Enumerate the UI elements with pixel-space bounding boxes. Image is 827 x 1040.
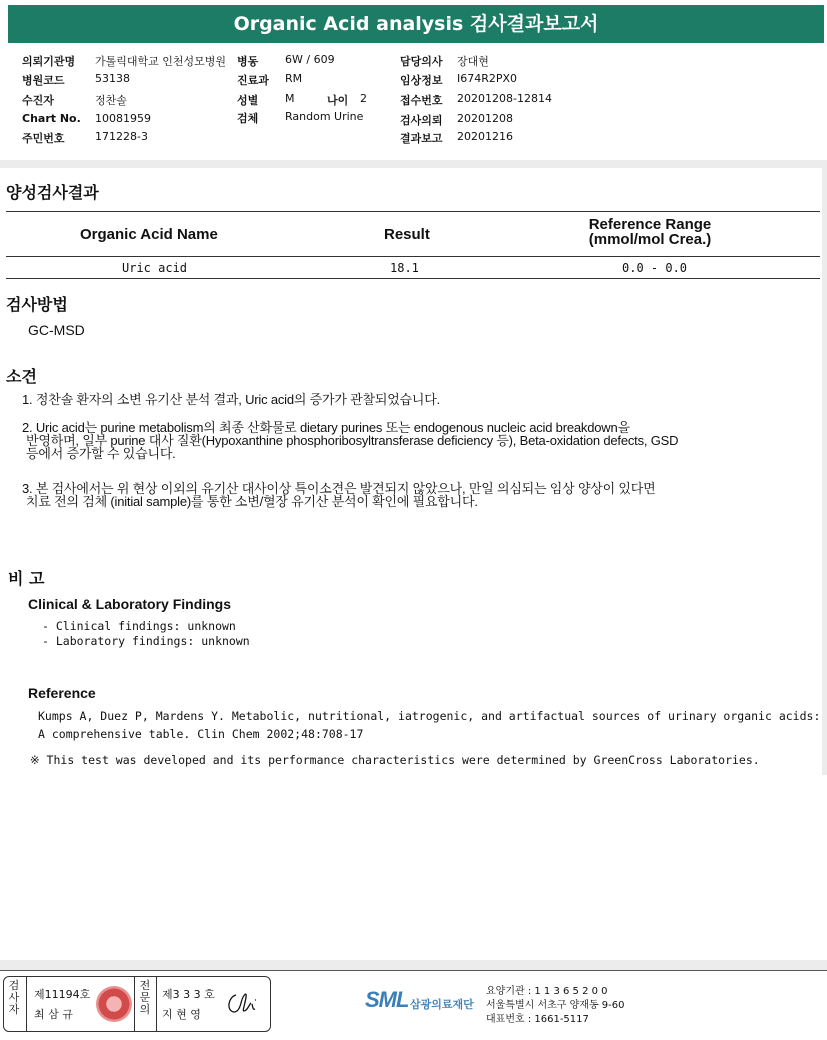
value-department: RM — [285, 72, 303, 85]
org-phone: 대표번호 : 1661-5117 — [486, 1014, 589, 1025]
label-ward: 병동 — [237, 55, 259, 68]
value-receipt-no: 20201208-12814 — [457, 92, 552, 105]
method-title: 검사방법 — [6, 295, 68, 314]
inspector-label — [6, 980, 22, 1016]
label-requesting-org: 의뢰기관명 — [22, 55, 76, 68]
inspector-seal-stamp — [96, 986, 132, 1022]
row-result: 18.1 — [390, 261, 419, 275]
value-report-date: 20201216 — [457, 130, 513, 143]
specialist-label-char: 의 — [139, 1003, 151, 1016]
value-doctor: 장대현 — [457, 55, 489, 68]
col-header-range-line1: Reference Range — [588, 216, 712, 233]
inspector-name: 최 삼 규 — [34, 1008, 73, 1021]
org-address: 서울특별시 서초구 양재동 9-60 — [486, 1000, 625, 1011]
finding-3 — [22, 482, 822, 508]
row-name: Uric acid — [122, 261, 188, 275]
table-header-border — [6, 256, 820, 257]
value-request-date: 20201208 — [457, 112, 513, 125]
reference-line-2: A comprehensive table. Clin Chem 2002;48:708-17 — [38, 727, 364, 741]
finding-2-line2: 반영하며, 일부 purine 대사 질환(Hypoxanthine phosphoribosyltransferase deficiency 등), Beta-oxidation defects, GSD — [26, 433, 679, 448]
value-chart-no: 10081959 — [95, 112, 151, 125]
label-clinical-info: 임상정보 — [400, 74, 443, 87]
table-top-border — [6, 211, 820, 212]
finding-2-line1: 2. Uric acid는 purine metabolism의 최종 산화물로 dietary purines 또는 endogenous nucleic acid breakdown을 — [22, 420, 630, 435]
label-report-date: 결과보고 — [400, 132, 443, 145]
right-margin-strip — [822, 168, 827, 775]
finding-3-line1: 3. 본 검사에서는 위 현상 이외의 유기산 대사이상 특이소견은 발견되지 않았으나, 만일 의심되는 임상 양상이 있다면 — [22, 481, 656, 496]
laboratory-finding-item: - Laboratory findings: unknown — [42, 634, 250, 648]
report-title: Organic Acid analysis 검사결과보고서 — [233, 13, 599, 35]
sml-logo-text: SML — [365, 987, 409, 1012]
label-doctor: 담당의사 — [400, 55, 443, 68]
specialist-label-char: 문 — [139, 991, 151, 1004]
col-header-range-line2: (mmol/mol Crea.) — [588, 231, 712, 248]
clinical-finding-item: - Clinical findings: unknown — [42, 619, 236, 633]
divider-strip — [0, 160, 827, 168]
sig-divider — [134, 977, 135, 1031]
specialist-license-no: 제3 3 3 호 — [162, 988, 215, 1001]
value-resident-no: 171228-3 — [95, 130, 148, 143]
col-header-name: Organic Acid Name — [80, 226, 218, 243]
footer-divider — [0, 970, 827, 971]
sig-divider — [26, 977, 27, 1031]
label-resident-no: 주민번호 — [22, 132, 65, 145]
inspector-label-char: 사 — [8, 991, 20, 1004]
inspector-label-char: 자 — [8, 1003, 20, 1016]
value-hospital-code: 53138 — [95, 72, 130, 85]
table-bottom-border — [6, 278, 820, 279]
finding-3-line2: 치료 전의 검체 (initial sample)를 통한 소변/혈장 유기산 분석이 확인에 필요합니다. — [26, 494, 478, 509]
value-ward: 6W / 609 — [285, 53, 335, 66]
label-request-date: 검사의뢰 — [400, 114, 443, 127]
inspector-license-no: 제11194호 — [34, 988, 91, 1001]
value-specimen: Random Urine — [285, 110, 364, 123]
performance-note: ※ This test was developed and its performance characteristics were determined by GreenCross Laboratories. — [30, 753, 760, 767]
report-header — [0, 0, 827, 47]
specialist-label — [137, 980, 153, 1016]
handwritten-signature — [222, 987, 264, 1019]
value-patient: 정찬솔 — [95, 94, 127, 107]
col-header-range — [560, 217, 740, 247]
finding-2 — [22, 421, 822, 460]
remarks-title: 비 고 — [8, 569, 45, 588]
org-name: 삼광의료재단 — [410, 998, 474, 1011]
reference-title: Reference — [28, 685, 96, 701]
org-contact — [486, 985, 625, 1027]
specialist-name: 지 현 영 — [162, 1008, 201, 1021]
finding-1: 1. 정찬솔 환자의 소변 유기산 분석 결과, Uric acid의 증가가 관찰되었습니다. — [22, 392, 441, 407]
value-sex: M — [285, 92, 295, 105]
label-hospital-code: 병원코드 — [22, 74, 65, 87]
org-code: 요양기관 : 1 1 3 6 5 2 0 0 — [486, 986, 608, 997]
findings-title: 소견 — [6, 367, 37, 386]
label-sex: 성별 — [237, 94, 259, 107]
inspector-label-char: 검 — [8, 979, 20, 992]
reference-line-1: Kumps A, Duez P, Mardens Y. Metabolic, nutritional, iatrogenic, and artifactual sources of urinary organic acids: — [38, 709, 821, 723]
value-clinical-info: I674R2PX0 — [457, 72, 518, 85]
value-requesting-org: 가톨릭대학교 인천성모병원 — [95, 55, 227, 68]
value-age: 2 — [360, 92, 367, 105]
clinical-findings-title: Clinical & Laboratory Findings — [28, 596, 232, 612]
label-chart-no: Chart No. — [22, 112, 81, 125]
label-age: 나이 — [327, 94, 349, 107]
footer-strip — [0, 960, 827, 970]
label-patient: 수진자 — [22, 94, 54, 107]
specialist-label-char: 전 — [139, 979, 151, 992]
row-range: 0.0 - 0.0 — [622, 261, 688, 275]
finding-2-line3: 등에서 증가할 수 있습니다. — [26, 446, 176, 461]
label-department: 진료과 — [237, 74, 269, 87]
label-specimen: 검체 — [237, 112, 259, 125]
label-receipt-no: 접수번호 — [400, 94, 443, 107]
title-bar — [8, 5, 824, 43]
sml-logo — [365, 987, 408, 1013]
method-value: GC-MSD — [28, 322, 85, 338]
col-header-result: Result — [384, 226, 430, 243]
signature-box — [3, 976, 271, 1032]
positive-results-title: 양성검사결과 — [6, 183, 99, 202]
sig-divider — [156, 977, 157, 1031]
